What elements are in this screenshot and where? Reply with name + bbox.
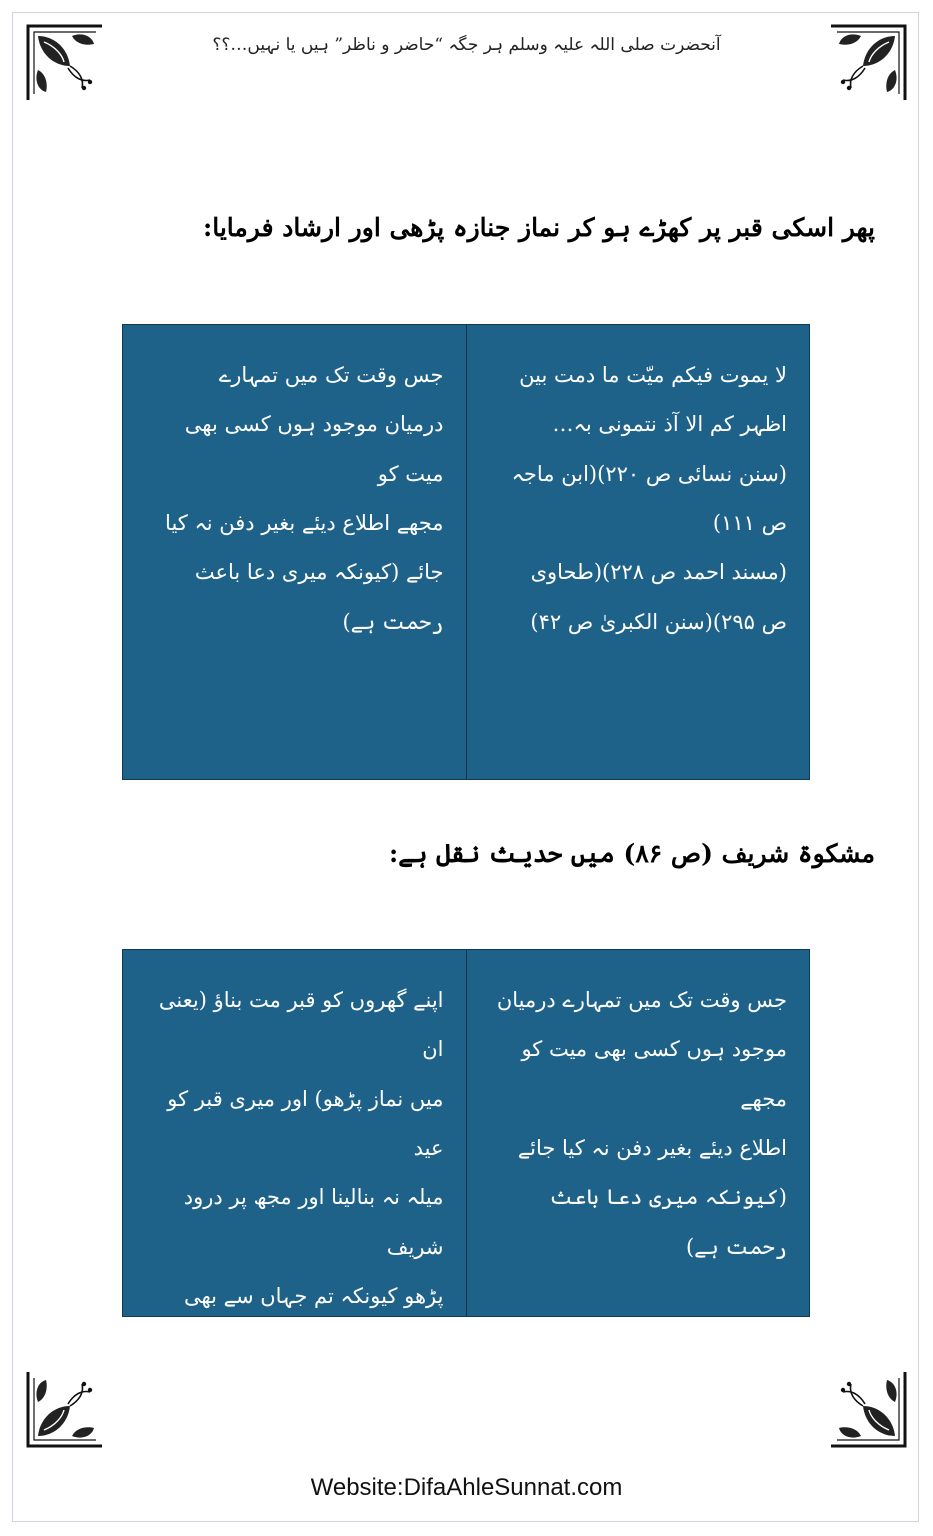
floral-corner-ornament-icon <box>827 1368 909 1450</box>
hadith-box-2-right-column <box>467 950 810 1316</box>
text-line: لا یموت فیکم میّت ما دمت بین <box>519 363 787 387</box>
text-line: پڑھو کیونکہ تم جہاں سے بھی درود <box>183 1284 444 1358</box>
text-line: موجود ہوں کسی بھی میت کو مجھے <box>521 1037 787 1111</box>
floral-corner-ornament-icon <box>24 22 106 104</box>
hadith-box-1-translation-column <box>123 325 467 779</box>
text-line: پڑھو گے مجھے پہنچا دیا جاتا ہے۔ <box>164 1382 444 1457</box>
text-line: درمیان موجود ہوں کسی بھی میت کو <box>184 412 444 486</box>
text-line: ص ۲۹۵)(سنن الکبریٰ ص ۴۲) <box>530 609 787 634</box>
floral-corner-ornament-icon <box>24 1368 106 1450</box>
text-line: اظہر کم الا آذ نتمونی بہ… <box>552 412 787 437</box>
hadith-box-2-left-column <box>123 950 467 1457</box>
page-header-title: آنحضرت صلی اللہ علیہ وسلم ہر جگہ “حاضر و ناظر” ہیں یا نہیں…؟؟ <box>212 35 721 55</box>
text-line: اطلاع دیئے بغیر دفن نہ کیا جائے <box>517 1136 787 1161</box>
text-line: جس وقت تک میں تمہارے <box>218 363 444 387</box>
footer-website: Website:DifaAhleSunnat.com <box>310 1474 623 1501</box>
section1-intro: پھر اسکی قبر پر کھڑے ہو کر نماز جنازہ پڑھی اور ارشاد فرمایا: <box>203 213 875 242</box>
text-line: میلہ نہ بنالینا اور مجھ پر درود شریف <box>183 1185 444 1259</box>
text-line: (مسند احمد ص ۲۲۸)(طحاوی <box>530 560 787 585</box>
hadith-box-2 <box>122 949 810 1457</box>
text-line: میں نماز پڑھو) اور میری قبر کو عید <box>167 1086 444 1161</box>
text-line: (کیونکہ میری دعا باعث رحمت ہے) <box>549 1185 787 1259</box>
text-line: اپنے گھروں کو قبر مت بناؤ (یعنی ان <box>158 988 444 1062</box>
hadith-box-1-arabic-column <box>467 325 810 779</box>
text-line: جائے (کیونکہ میری دعا باعث <box>194 560 444 585</box>
text-line: مجھے اطلاع دیئے بغیر دفن نہ کیا <box>165 511 444 536</box>
text-line: ص ۱۱۱) <box>712 511 787 536</box>
text-line: جس وقت تک میں تمہارے درمیان <box>496 988 787 1012</box>
text-line: (سنن نسائی ص ۲۲۰)(ابن ماجہ <box>511 461 787 486</box>
hadith-box-1 <box>122 324 810 780</box>
section2-intro: مشکوۃ شریف (ص ۸۶) میں حدیث نقل ہے: <box>389 839 875 868</box>
floral-corner-ornament-icon <box>827 22 909 104</box>
text-line: رحمت ہے) <box>342 609 444 634</box>
